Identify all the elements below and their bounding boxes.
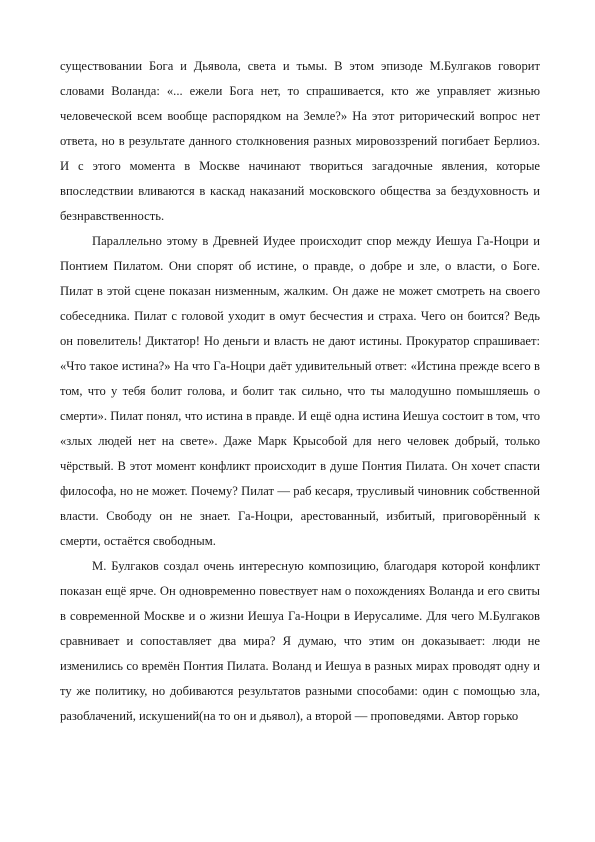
- document-page: [60, 54, 540, 729]
- paragraph-1: существовании Бога и Дьявола, света и тьмы. В этом эпизоде М.Булгаков говорит словами Воланда: «... ежели Бога нет, то спрашивается, кто же управляет жизнью человеческой всем вообще распорядком на Земле?» На этот риторический вопрос нет ответа, но в результате данного столкновения разных мировоззрений погибает Берлиоз. И с этого момента в Москве начинают твориться загадочные явления, которые впоследствии вливаются в каскад наказаний московского общества за бездуховность и безнравственность.: [60, 59, 540, 223]
- paragraph-2: Параллельно этому в Древней Иудее происходит спор между Иешуа Га-Ноцри и Понтием Пилатом. Они спорят об истине, о правде, о добре и зле, о власти, о Боге. Пилат в этой сцене показан низменным, жалким. Он даже не может смотреть на своего собеседника. Пилат с головой уходит в омут бесчестия и страха. Чего он боится? Ведь он повелитель! Диктатор! Но деньги и власть не дают истины. Прокуратор спрашивает: «Что такое истина?» На что Га-Ноцри даёт удивительный ответ: «Истина прежде всего в том, что у тебя болит голова, и болит так сильно, что ты малодушно помышляешь о смерти». Пилат понял, что истина в правде. И ещё одна истина Иешуа состоит в том, что «злых людей нет на свете». Даже Марк Крысобой для него человек добрый, только чёрствый. В этот момент конфликт происходит в душе Понтия Пилата. Он хочет спасти философа, но не может. Почему? Пилат — раб кесаря, трусливый чиновник собственной власти. Свободу он не знает. Га-Ноцри, арестованный, избитый, приговорённый к смерти, остаётся свободным.: [60, 234, 540, 548]
- paragraph-3: М. Булгаков создал очень интересную композицию, благодаря которой конфликт показан ещё ярче. Он одновременно повествует нам о похождениях Воланда и его свиты в современной Москве и о жизни Иешуа Га-Ноцри в Иерусалиме. Для чего М.Булгаков сравнивает и сопоставляет два мира? Я думаю, что этим он доказывает: люди не изменились со времён Понтия Пилата. Воланд и Иешуа в разных мирах проводят одну и ту же политику, но добиваются результатов разными способами: один с помощью зла, разоблачений, искушений(на то он и дьявол), а второй — проповедями. Автор горько: [60, 559, 540, 723]
